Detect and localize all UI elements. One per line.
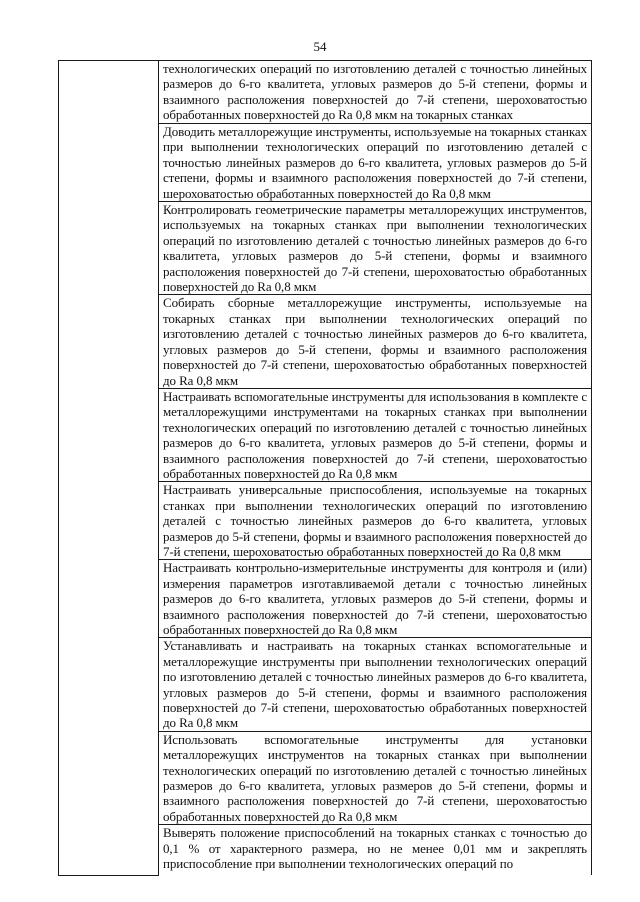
table-cell <box>159 388 592 481</box>
cell-text: Настраивать универсальные приспособления, используемые на токарных станках при выполнении технологических операций по изготовлению деталей с точностью линейных размеров до 6-го квалитета, угловых размеров до 5-й степени, формы и взаимного расположения поверхностей до 7-й степени, шероховатостью обработанных поверхностей до Ra 0,8 мкм <box>163 482 587 559</box>
table-cell <box>159 61 592 124</box>
cell-text: Доводить металлорежущие инструменты, используемые на токарных станках при выполнении технологических операций по изготовлению деталей с точностью линейных размеров до 6-го квалитета, угловых размеров до 5-й степени, формы и взаимного расположения поверхностей до 7-й степени, шероховатостью обработанных поверхностей до Ra 0,8 мкм <box>163 124 587 201</box>
cell-text: Контролировать геометрические параметры металлорежущих инструментов, используемых на токарных станках при выполнении технологических операций по изготовлению деталей с точностью линейных размеров до 6-го квалитета, угловых размеров до 5-й степени, формы и взаимного расположения поверхностей до 7-й степени, шероховатостью обработанных поверхностей до Ra 0,8 мкм <box>163 202 587 295</box>
cell-text: Устанавливать и настраивать на токарных станках вспомогательные и металлорежущие инструменты при выполнении технологических операций по изготовлению деталей с точностью линейных размеров до 6-го квалитета, угловых размеров до 5-й степени, формы и взаимного расположения поверхностей до 7-й степени, шероховатостью обработанных поверхностей до Ra 0,8 мкм <box>163 638 587 731</box>
table-cell <box>159 295 592 388</box>
table-left-column-cell <box>59 61 159 876</box>
cell-text: технологических операций по изготовлению деталей с точностью линейных размеров до 6-го квалитета, угловых размеров до 5-й степени, формы и взаимного расположения поверхностей до 7-й степени, шероховатостью обработанных поверхностей до Ra 0,8 мкм на токарных станках <box>163 61 587 123</box>
cell-text: Настраивать контрольно-измерительные инструменты для контроля и (или) измерения параметров изготавливаемой детали с точностью линейных размеров до 6-го квалитета, угловых размеров до 5-й степени, формы и взаимного расположения поверхностей до 7-й степени, шероховатостью обработанных поверхностей до Ra 0,8 мкм <box>163 560 587 637</box>
cell-text: Использовать вспомогательные инструменты для установки металлорежущих инструментов на токарных станках при выполнении технологических операций по изготовлению деталей с точностью линейных размеров до 6-го квалитета, угловых размеров до 5-й степени, формы и взаимного расположения поверхностей до 7-й степени, шероховатостью обработанных поверхностей до Ra 0,8 мкм <box>163 731 587 824</box>
table-cell <box>159 202 592 295</box>
cell-text: Выверять положение приспособлений на токарных станках с точностью до 0,1 % от характерного размера, но не менее 0,01 мм и закреплять приспособление при выполнении технологических операций по <box>163 825 587 872</box>
table-cell <box>159 825 592 876</box>
table-cell <box>159 731 592 824</box>
table-cell <box>159 124 592 202</box>
cell-text: Собирать сборные металлорежущие инструменты, используемые на токарных станках при выполнении технологических операций по изготовлению деталей с точностью линейных размеров до 6-го квалитета, угловых размеров до 5-й степени, формы и взаимного расположения поверхностей до 7-й степени, шероховатостью обработанных поверхностей до Ra 0,8 мкм <box>163 295 587 388</box>
cell-text: Настраивать вспомогательные инструменты для использования в комплекте с металлорежущими инструментами на токарных станках при выполнении технологических операций по изготовлению деталей с точностью линейных размеров до 6-го квалитета, угловых размеров до 5-й степени, формы и взаимного расположения поверхностей до 7-й степени, шероховатостью обработанных поверхностей до Ra 0,8 мкм <box>163 388 587 481</box>
skills-table <box>58 60 592 876</box>
table-row <box>59 61 592 124</box>
table-cell <box>159 560 592 638</box>
table-cell <box>159 638 592 731</box>
page-number: 54 <box>313 39 327 54</box>
table-cell <box>159 482 592 560</box>
